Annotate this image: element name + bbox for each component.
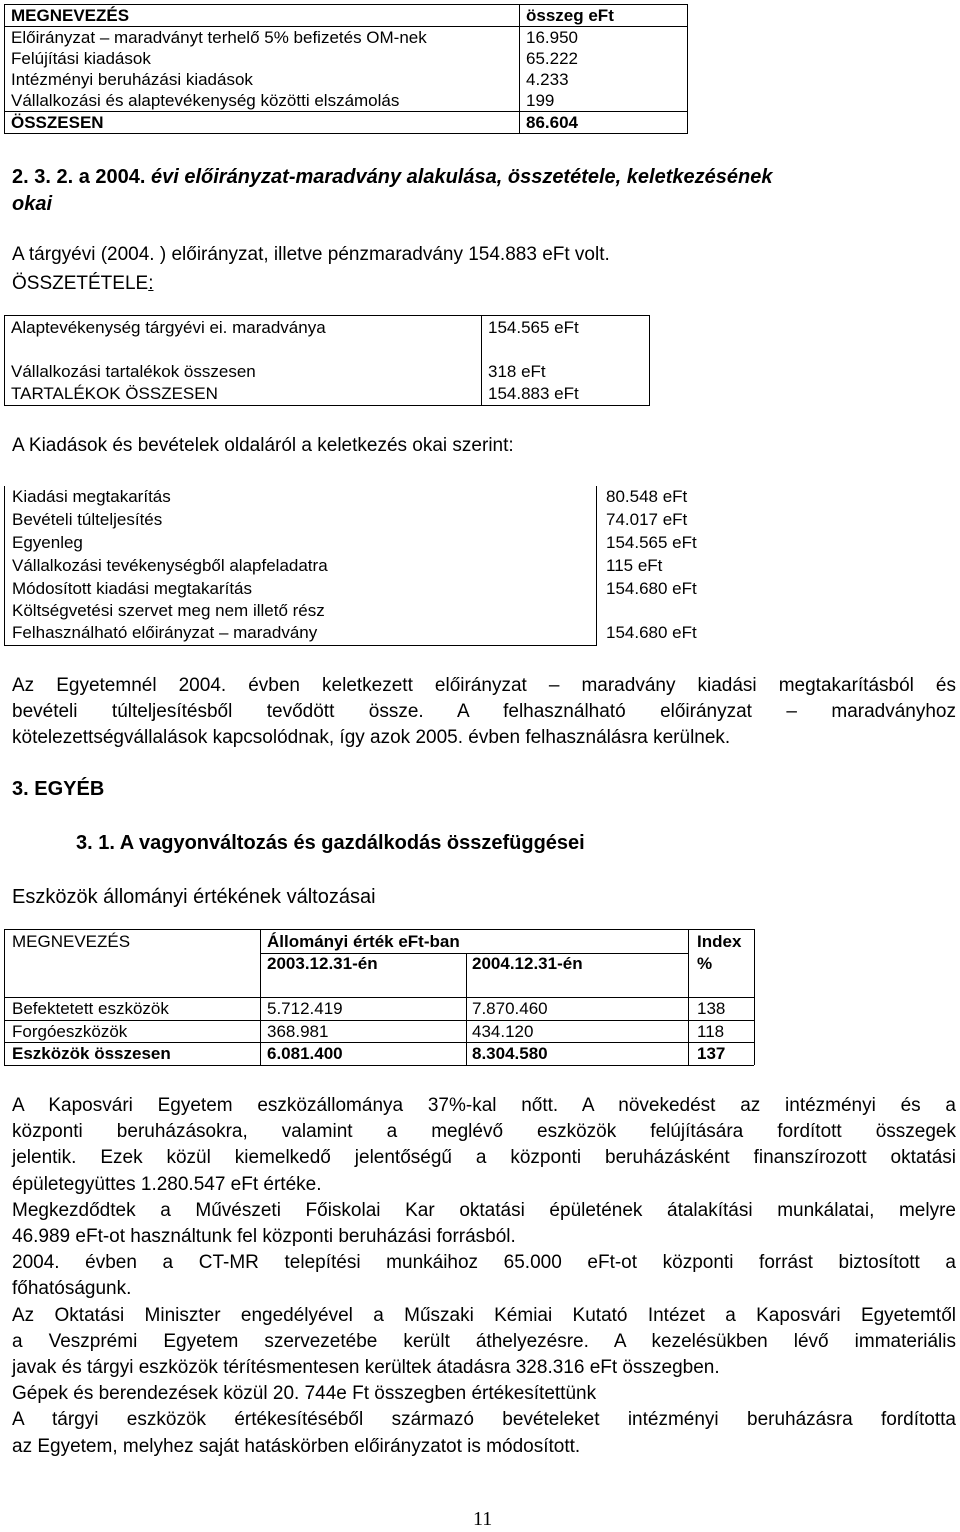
row-2004: 434.120 bbox=[472, 1022, 534, 1041]
row-name: Kiadási megtakarítás bbox=[12, 487, 171, 506]
row-name: Költségvetési szervet meg nem illető rész bbox=[12, 601, 325, 620]
row-value: 199 bbox=[526, 91, 555, 110]
value-cell bbox=[482, 316, 650, 406]
header-value-cell: összeg eFt bbox=[520, 5, 688, 27]
table-header-row bbox=[5, 5, 688, 27]
table-row bbox=[12, 509, 912, 531]
paragraph-remainder: Az Egyetemnél 2004. évben keletkezett előirányzat – maradvány kiadási megtakarításból és bevételi túlteljesítésből tevődött össze. A felhasználható előirányzat – maradványhoz kötelezettségvállalások kapcsolódnak, így azok 2005. évben felhasználásra kerülnek. bbox=[12, 675, 956, 748]
row-name: Vállalkozási tevékenységből alapfeladatra bbox=[12, 556, 328, 575]
row-value: 80.548 eFt bbox=[606, 487, 688, 506]
composition-label: ÖSSZETÉTELE: bbox=[12, 273, 154, 294]
row-2004: 7.870.460 bbox=[472, 999, 548, 1018]
row-index: 118 bbox=[697, 1022, 725, 1041]
section-number: 2. 3. 2. a 2004. bbox=[12, 166, 146, 188]
row-name: Felújítási kiadások bbox=[11, 49, 151, 68]
total-value-cell: 86.604 bbox=[520, 112, 688, 134]
col-header-2003: 2003.12.31-én bbox=[267, 954, 378, 973]
row-value: 154.883 eFt bbox=[488, 384, 579, 403]
row-name: Módosított kiadási megtakarítás bbox=[12, 579, 253, 598]
table-row bbox=[12, 555, 912, 577]
total-2004: 8.304.580 bbox=[472, 1044, 548, 1063]
value-cell bbox=[520, 27, 688, 112]
row-name: Forgóeszközök bbox=[12, 1022, 128, 1041]
reserves-table bbox=[4, 315, 650, 406]
section-title-cont: okai bbox=[12, 193, 53, 215]
row-value: 74.017 eFt bbox=[606, 510, 688, 529]
row-name: TARTALÉKOK ÖSSZESEN bbox=[11, 384, 218, 403]
page-number: 11 bbox=[473, 1508, 493, 1530]
row-value: 4.233 bbox=[526, 70, 569, 89]
row-name: Alaptevékenység tárgyévi ei. maradványa bbox=[11, 318, 326, 337]
table-total-row bbox=[5, 112, 688, 134]
name-cell bbox=[5, 316, 482, 406]
remainder-burden-table bbox=[4, 4, 688, 134]
causes-heading: A Kiadások és bevételek oldaláról a keletkezés okai szerint: bbox=[12, 435, 514, 456]
col-header-index: Index bbox=[697, 932, 742, 951]
col-header-name: MEGNEVEZÉS bbox=[12, 932, 131, 951]
row-value: 154.565 eFt bbox=[606, 533, 697, 552]
row-value: 154.565 eFt bbox=[488, 318, 579, 337]
section-heading bbox=[12, 164, 952, 218]
total-index: 137 bbox=[697, 1044, 726, 1063]
heading-asset-change: 3. 1. A vagyonváltozás és gazdálkodás összefüggései bbox=[76, 832, 585, 854]
header-name-cell: MEGNEVEZÉS bbox=[5, 5, 520, 27]
row-name: Bevételi túlteljesítés bbox=[12, 510, 163, 529]
row-name: Egyenleg bbox=[12, 533, 83, 552]
col-header-2004: 2004.12.31-én bbox=[472, 954, 583, 973]
row-value: 115 eFt bbox=[606, 556, 663, 575]
row-value: 16.950 bbox=[526, 28, 578, 47]
section-title: évi előirányzat-maradvány alakulása, összetétele, keletkezésének bbox=[145, 166, 773, 188]
row-2003: 368.981 bbox=[267, 1022, 329, 1041]
subheading-assets: Eszközök állományi értékének változásai bbox=[12, 886, 376, 908]
table-row bbox=[12, 578, 912, 600]
total-name-cell: ÖSSZESEN bbox=[5, 112, 520, 134]
table-row bbox=[12, 532, 912, 554]
row-value: 154.680 eFt bbox=[606, 579, 697, 598]
row-value: 154.680 eFt bbox=[606, 623, 697, 642]
table-row bbox=[12, 486, 912, 508]
table-body-row bbox=[5, 316, 650, 406]
table-row bbox=[12, 622, 912, 644]
row-name: Felhasználható előirányzat – maradvány bbox=[12, 623, 318, 642]
col-header-percent: % bbox=[697, 954, 713, 973]
paragraph-assets: A Kaposvári Egyetem eszközállománya 37%-kal nőtt. A növekedést az intézményi és a központi beruházásokra, valamint a meglévő eszközök felújítására fordított összegek jelentik. Ezek közül kiemelkedő jelentőségű a központi beruházásként finanszírozott oktatási épületegyüttes 1.280.547 eFt értéke. Megkezdődtek a Művészeti Főiskolai Kar oktatási épületének átalakítási munkálatai, melyre 46.989 eFt-ot használtunk fel központi beruházási forrásból. 2004. évben a CT-MR telepítési munkáihoz 65.000 eFt-ot központi forrást biztosított a főhatóságunk. Az Oktatási Miniszter engedélyével a Műszaki Kémiai Kutató Intézet a Kaposvári Egyetemtől a Veszprémi Egyetem szervezetébe került áthelyezésre. A kezelésükben lévő immateriális javak és tárgyi eszközök térítésmentesen kerültek átadásra 328.316 eFt összegben. Gépek és berendezések közül 20. 744e Ft összegben értékesítettünk A tárgyi eszközök értékesítéséből származó bevételeket intézményi beruházásra fordította az Egyetem, melyhez saját hatáskörben előirányzatot is módosított. bbox=[12, 1095, 956, 1457]
col-header-group: Állományi érték eFt-ban bbox=[267, 932, 460, 951]
row-value: 318 eFt bbox=[488, 362, 546, 381]
heading-other: 3. EGYÉB bbox=[12, 778, 105, 800]
table-body-row bbox=[5, 27, 688, 112]
total-name: Eszközök összesen bbox=[12, 1044, 171, 1063]
row-name: Vállalkozási tartalékok összesen bbox=[11, 362, 256, 381]
row-name: Befektetett eszközök bbox=[12, 999, 169, 1018]
total-2003: 6.081.400 bbox=[267, 1044, 343, 1063]
name-cell bbox=[5, 27, 520, 112]
table-row bbox=[12, 600, 912, 622]
intro-sentence: A tárgyévi (2004. ) előirányzat, illetve pénzmaradvány 154.883 eFt volt. bbox=[12, 244, 610, 265]
row-name: Vállalkozási és alaptevékenység közötti elszámolás bbox=[11, 91, 400, 110]
row-name: Intézményi beruházási kiadások bbox=[11, 70, 253, 89]
row-value: 65.222 bbox=[526, 49, 578, 68]
row-index: 138 bbox=[697, 999, 726, 1018]
row-2003: 5.712.419 bbox=[267, 999, 343, 1018]
row-name: Előirányzat – maradványt terhelő 5% befizetés OM-nek bbox=[11, 28, 427, 47]
